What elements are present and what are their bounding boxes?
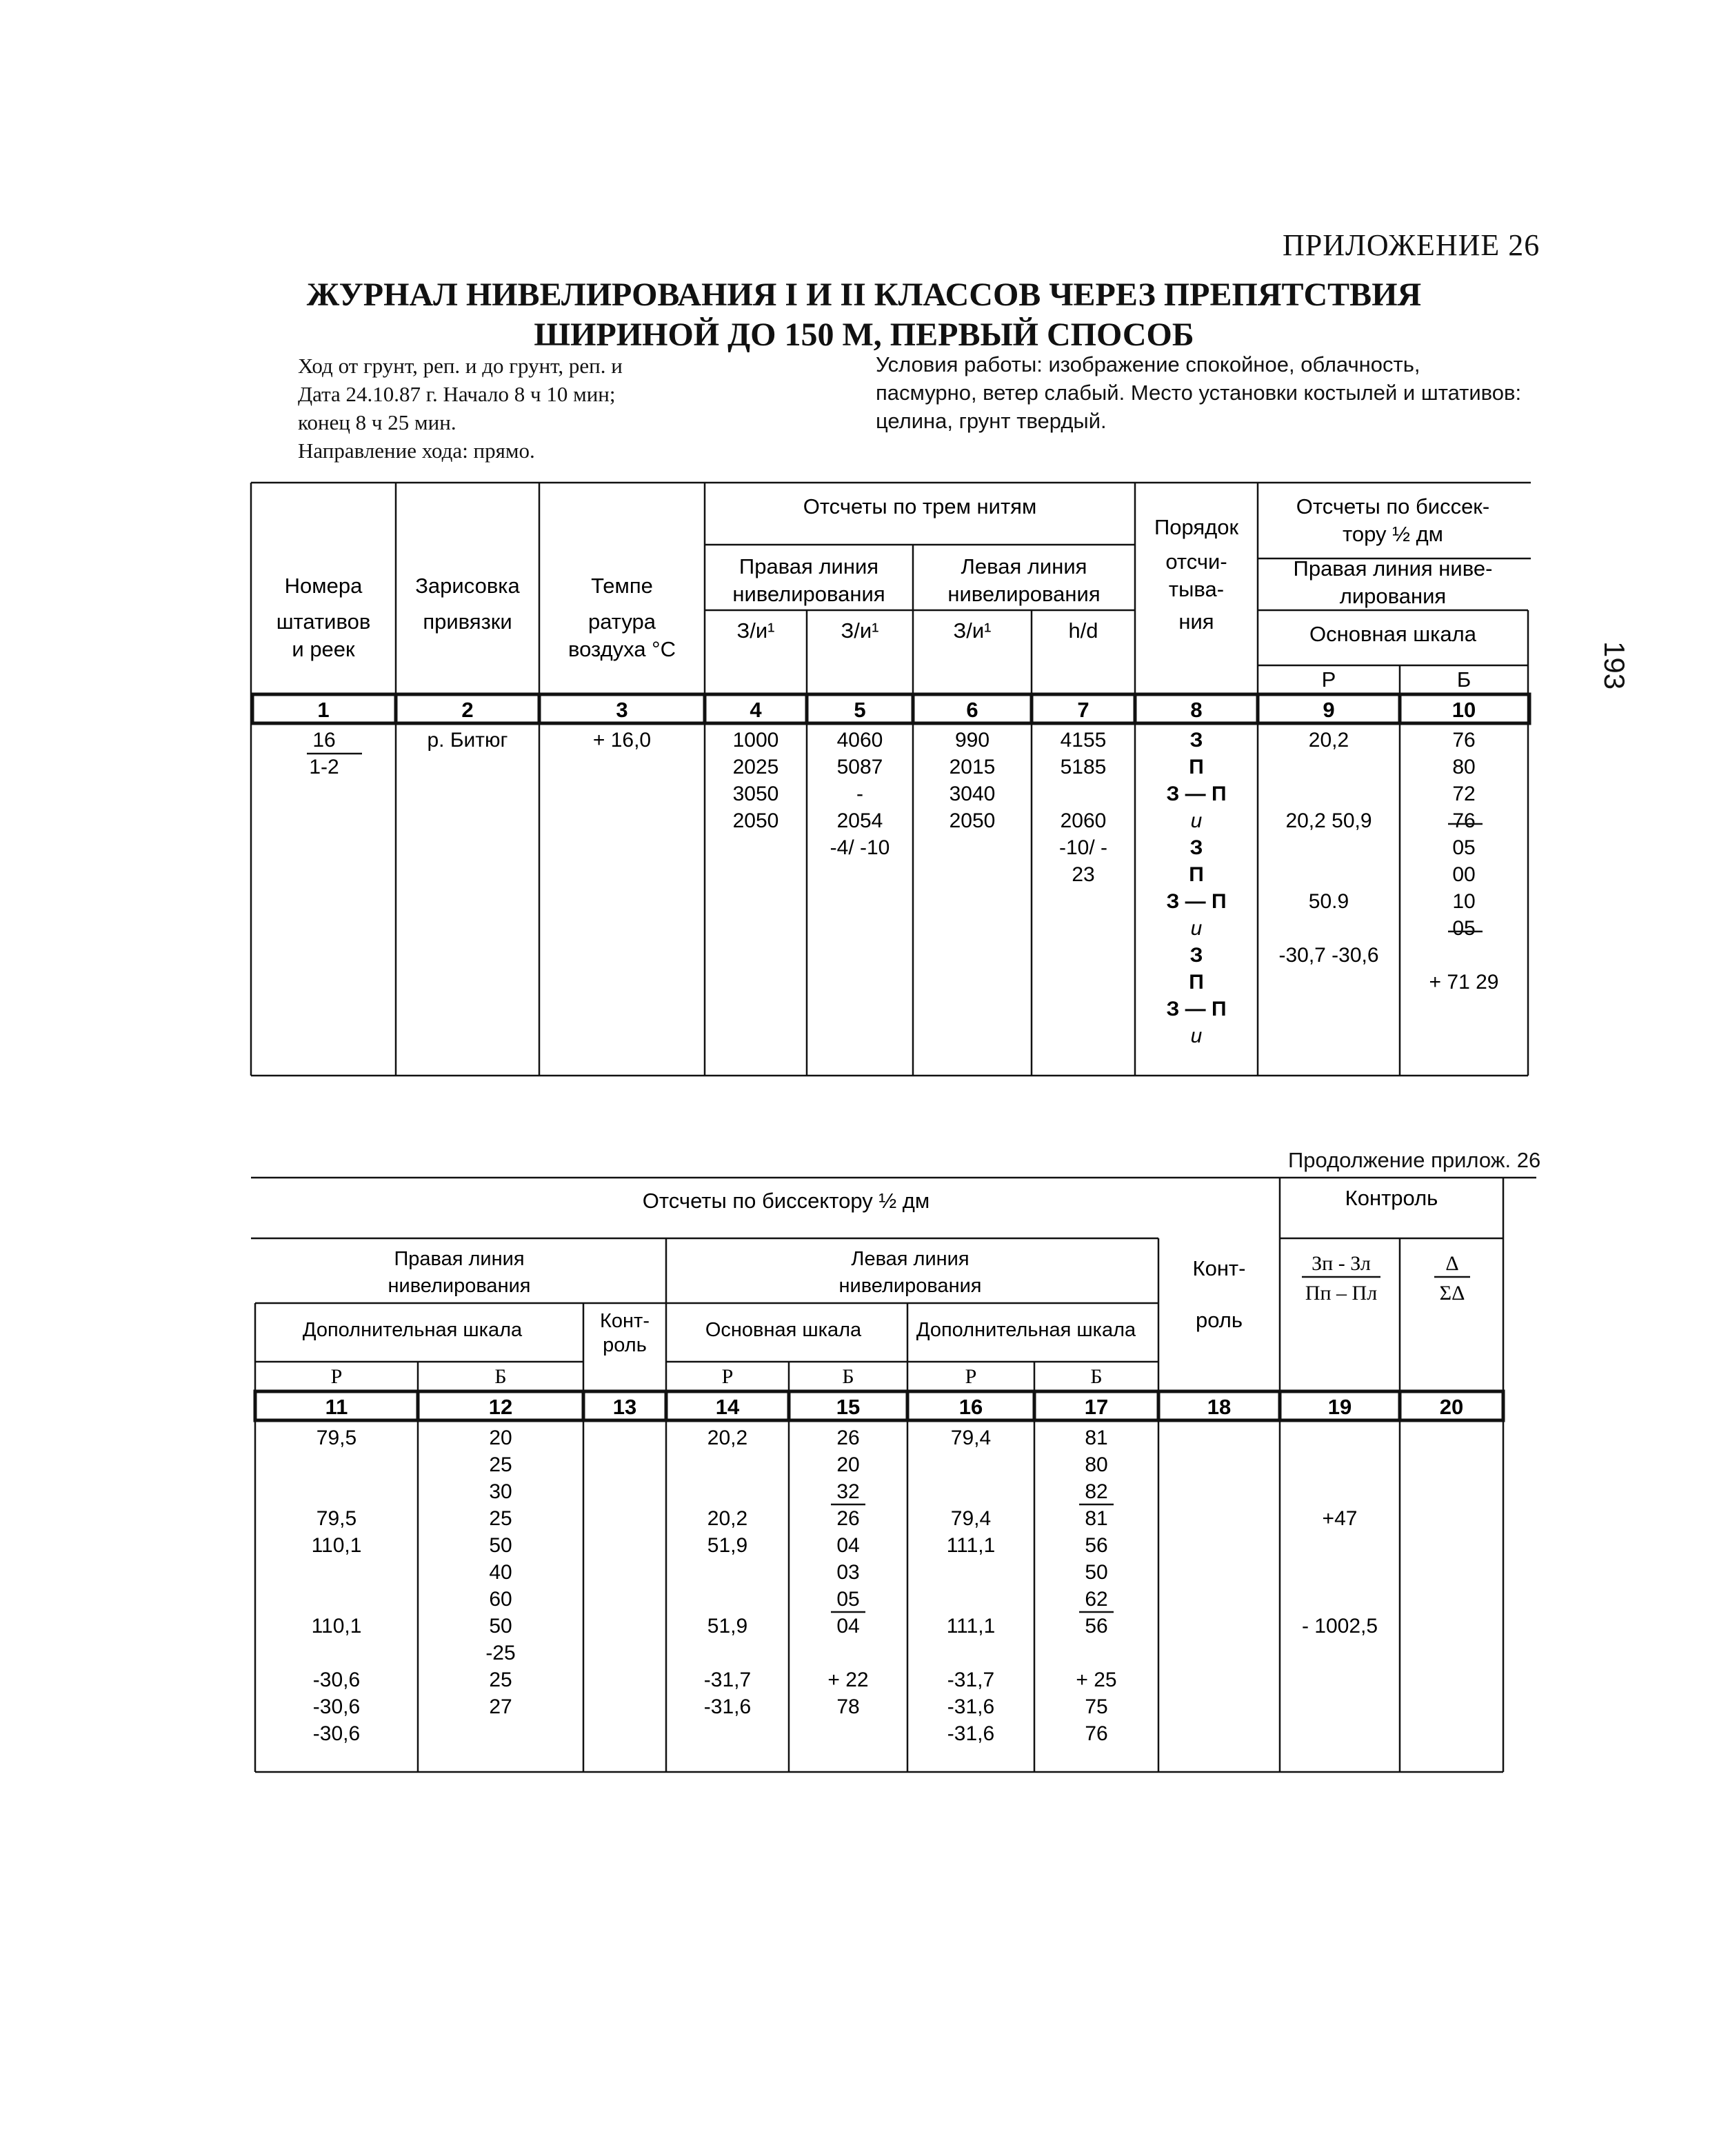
t2-cell-col12: 27	[489, 1695, 512, 1718]
t2-cell-col11: 79,5	[316, 1427, 357, 1449]
t2-cell-col12: 30	[489, 1480, 512, 1503]
t1-colnum: 6	[966, 698, 978, 722]
t2-header-b: Б	[494, 1365, 507, 1388]
t2-cell-col17: 81	[1085, 1507, 1108, 1530]
t1-header-main-scale: Основная шкала	[1309, 622, 1476, 646]
t1-cell-col10: 05	[1452, 917, 1476, 940]
work-conditions-line: целина, грунт твердый.	[876, 409, 1107, 433]
t1-header-order: тыва-	[1168, 577, 1225, 601]
t2-cell-col15: 05	[836, 1588, 860, 1611]
t1-cell-col4: 3050	[732, 783, 779, 805]
t1-temperature: + 16,0	[592, 729, 652, 752]
t2-colnum: 18	[1207, 1395, 1232, 1419]
t1-cell-order: З — П	[1166, 998, 1227, 1020]
route-info-line: Направление хода: прямо.	[298, 439, 535, 463]
t2-header-p: Р	[721, 1365, 734, 1388]
t1-header-col1: Номера	[284, 574, 363, 598]
t2-colnum: 20	[1439, 1395, 1464, 1419]
t2-cell-col16: 111,1	[946, 1615, 996, 1638]
work-conditions-line: пасмурно, ветер слабый. Место установки костылей и штативов:	[876, 381, 1522, 405]
t1-header-b: Б	[1456, 667, 1471, 692]
t2-header-b: Б	[842, 1365, 854, 1388]
t2-cell-col16: -31,6	[947, 1722, 995, 1745]
t2-header-p: Р	[330, 1365, 343, 1388]
t2-colnum: 11	[325, 1395, 348, 1419]
t1-cell-col10: 10	[1452, 890, 1476, 913]
t1-cell-col10: + 71 29	[1429, 971, 1499, 994]
t1-cell-col10: 80	[1452, 756, 1476, 778]
t1-cell-order: З	[1189, 729, 1203, 752]
t2-cell-col12: 60	[489, 1588, 512, 1611]
t1-cell-col9: 20,2	[1308, 729, 1349, 752]
work-conditions-line: Условия работы: изображение спокойное, облачность,	[876, 352, 1420, 376]
t1-cell-col7: 2060	[1060, 809, 1107, 832]
t1-cell-col7: -10/ -	[1058, 836, 1108, 859]
t1-cell-order: З — П	[1166, 890, 1227, 913]
t1-cell-col10: 00	[1452, 863, 1476, 886]
t1-colnum: 8	[1190, 698, 1203, 722]
t1-cell-col5: 5087	[836, 756, 883, 778]
t1-header-col2: привязки	[423, 609, 512, 634]
t2-header-main-scale: Основная шкала	[705, 1319, 862, 1341]
t1-cell-order: П	[1189, 756, 1204, 778]
t1-header-col1: штативов	[276, 609, 371, 634]
t1-colnum: 1	[317, 698, 330, 722]
t1-header-col3: Темпе	[591, 574, 653, 598]
t2-cell-col14: 51,9	[707, 1534, 748, 1557]
t2-cell-col11: -30,6	[312, 1722, 361, 1745]
t2-cell-col17: 80	[1085, 1453, 1108, 1476]
t1-colnum: 4	[750, 698, 762, 722]
t1-cell-col10: 76	[1452, 729, 1476, 752]
t1-header-sub7: h/d	[1068, 618, 1098, 643]
t2-cell-col12: -25	[485, 1642, 516, 1664]
t1-cell-order: П	[1189, 971, 1204, 994]
t1-cell-col10: 05	[1452, 836, 1476, 859]
t1-cell-col6: 2015	[949, 756, 996, 778]
t1-cell-col5: 2054	[836, 809, 883, 832]
t2-header-extra-scale: Дополнительная шкала	[302, 1319, 523, 1341]
t2-cell-col12: 50	[489, 1615, 512, 1638]
t1-header-sub4: З/и¹	[736, 618, 775, 643]
t2-cell-col16: 79,4	[950, 1507, 992, 1530]
t1-sketch: р. Битюг	[427, 729, 508, 752]
t1-header-col2: Зарисовка	[415, 574, 520, 598]
t2-header-b: Б	[1090, 1365, 1103, 1388]
t1-cell-col9: 20,2 50,9	[1285, 809, 1372, 832]
t1-cell-col7: 23	[1072, 863, 1095, 886]
t1-colnum: 2	[461, 698, 474, 722]
t1-cell-order: и	[1190, 917, 1203, 940]
t2-cell-col16: -31,7	[947, 1669, 995, 1691]
t1-colnum: 5	[854, 698, 866, 722]
t2-cell-col19: - 1002,5	[1301, 1615, 1378, 1638]
t2-cell-col15: 78	[836, 1695, 860, 1718]
t1-header-col1: и реек	[292, 637, 355, 661]
t2-cell-col17: 56	[1085, 1615, 1108, 1638]
continuation-note: Продолжение прилож. 26	[1288, 1148, 1541, 1172]
page-number: 193	[1598, 641, 1631, 690]
t1-cell-col4: 1000	[732, 729, 779, 752]
t2-cell-col14: 20,2	[707, 1507, 748, 1530]
t1-header-col3: ратура	[588, 609, 656, 634]
t2-colnum: 13	[612, 1395, 637, 1419]
t2-cell-col17: 82	[1085, 1480, 1108, 1503]
t1-header-sub5: З/и¹	[841, 618, 879, 643]
t1-header-left-line: нивелирования	[947, 582, 1101, 606]
t1-header-p: Р	[1321, 667, 1336, 692]
t1-station-bottom: 1-2	[309, 756, 339, 778]
t2-colnum: 15	[836, 1395, 861, 1419]
t1-header-sub6: З/и¹	[953, 618, 992, 643]
t1-header-col3: воздуха °С	[568, 637, 676, 661]
t2-cell-col16: 79,4	[950, 1427, 992, 1449]
t2-colnum: 17	[1084, 1395, 1109, 1419]
t1-colnum: 9	[1323, 698, 1335, 722]
t2-cell-col15: 03	[836, 1561, 860, 1584]
t2-cell-col11: 110,1	[311, 1615, 362, 1638]
t2-formula20-numerator: Δ	[1445, 1252, 1459, 1275]
t2-cell-col14: 51,9	[707, 1615, 748, 1638]
document-title-line1: ЖУРНАЛ НИВЕЛИРОВАНИЯ I И II КЛАССОВ ЧЕРЕЗ ПРЕПЯТСТВИЯ	[306, 276, 1422, 313]
t2-cell-col15: 04	[836, 1534, 860, 1557]
t2-cell-col12: 25	[489, 1669, 512, 1691]
t2-cell-col11: -30,6	[312, 1669, 361, 1691]
t2-formula19-denominator: Пп – Пл	[1305, 1282, 1378, 1304]
t1-header-order: отсчи-	[1165, 550, 1227, 574]
t1-cell-col9: 50.9	[1308, 890, 1349, 913]
t1-cell-col4: 2050	[732, 809, 779, 832]
t1-header-three-threads: Отсчеты по трем нитям	[803, 494, 1037, 518]
t2-cell-col17: + 25	[1076, 1669, 1117, 1691]
t2-cell-col17: 76	[1085, 1722, 1108, 1745]
t2-formula19-numerator: Зп - Зл	[1312, 1252, 1371, 1275]
t2-cell-col15: + 22	[827, 1669, 869, 1691]
t1-cell-col4: 2025	[732, 756, 779, 778]
t1-header-order: Порядок	[1154, 515, 1239, 539]
t2-cell-col14: -31,7	[703, 1669, 752, 1691]
route-info-line: Дата 24.10.87 г. Начало 8 ч 10 мин;	[298, 382, 616, 406]
t2-colnum: 14	[715, 1395, 740, 1419]
t2-colnum: 16	[958, 1395, 983, 1419]
t1-header-bisector: тору ½ дм	[1343, 522, 1443, 546]
t2-header-left-line: нивелирования	[838, 1275, 982, 1297]
document-title-line2: ШИРИНОЙ ДО 150 М, ПЕРВЫЙ СПОСОБ	[534, 316, 1194, 353]
t1-colnum: 3	[616, 698, 628, 722]
t1-cell-col6: 2050	[949, 809, 996, 832]
t2-header-kontrol-small: роль	[603, 1334, 647, 1356]
t2-colnum: 12	[488, 1395, 513, 1419]
t2-cell-col15: 26	[836, 1507, 860, 1530]
t1-header-right-line: нивелирования	[732, 582, 885, 606]
t2-header-extra-scale2: Дополнительная шкала	[916, 1319, 1136, 1341]
t1-columns	[733, 729, 1499, 1047]
t2-header-right-line: нивелирования	[388, 1275, 531, 1297]
t2-cell-col17: 81	[1085, 1427, 1108, 1449]
t1-header-right-line2: лирования	[1339, 584, 1447, 608]
t2-colnum: 19	[1327, 1395, 1352, 1419]
t1-header-order: ния	[1178, 609, 1214, 634]
t1-cell-col5: 4060	[836, 729, 883, 752]
t1-cell-order: и	[1190, 1025, 1203, 1047]
t1-header-bisector: Отсчеты по биссек-	[1296, 494, 1490, 518]
t2-cell-col19: +47	[1322, 1507, 1358, 1530]
t2-cell-col15: 04	[836, 1615, 860, 1638]
t2-cell-col12: 40	[489, 1561, 512, 1584]
route-info-line: конец 8 ч 25 мин.	[298, 410, 456, 434]
t1-cell-col6: 3040	[949, 783, 996, 805]
t1-cell-order: З	[1189, 836, 1203, 859]
t1-cell-order: П	[1189, 863, 1204, 886]
t1-cell-order: и	[1190, 809, 1203, 832]
t1-colnum: 10	[1451, 698, 1476, 722]
t2-cell-col12: 25	[489, 1453, 512, 1476]
t2-cell-col17: 62	[1085, 1588, 1108, 1611]
route-info-line: Ход от грунт, реп. и до грунт, реп. и	[298, 354, 623, 378]
t1-cell-col9: -30,7 -30,6	[1278, 944, 1379, 967]
t2-cell-col11: 110,1	[311, 1534, 362, 1557]
t1-cell-col5: -4/ -10	[830, 836, 890, 859]
t2-header-kontrol-small: Конт-	[600, 1310, 650, 1332]
t1-cell-col5: -	[856, 783, 863, 805]
t2-header-control: Контроль	[1345, 1186, 1438, 1210]
t1-header-right-line: Правая линия	[739, 554, 879, 578]
t2-cell-col11: 79,5	[316, 1507, 357, 1530]
t1-cell-col10: 72	[1452, 783, 1476, 805]
t2-cell-col12: 25	[489, 1507, 512, 1530]
t1-cell-order: З	[1189, 944, 1203, 967]
t2-header-kontrol: роль	[1195, 1308, 1243, 1332]
t2-header-kontrol: Конт-	[1192, 1256, 1246, 1280]
t2-cell-col15: 32	[836, 1480, 860, 1503]
t1-colnum: 7	[1077, 698, 1089, 722]
t2-cell-col16: -31,6	[947, 1695, 995, 1718]
appendix-label: ПРИЛОЖЕНИЕ 26	[1283, 228, 1540, 262]
t2-formula20-denominator: ΣΔ	[1439, 1282, 1465, 1304]
t2-cell-col14: 20,2	[707, 1427, 748, 1449]
t1-header-left-line: Левая линия	[961, 554, 1087, 578]
t1-cell-order: З — П	[1166, 783, 1227, 805]
t2-header-bisector: Отсчеты по биссектору ½ дм	[642, 1189, 930, 1213]
t2-cell-col17: 50	[1085, 1561, 1108, 1584]
t1-cell-col6: 990	[954, 729, 990, 752]
t1-header-right-line2: Правая линия ниве-	[1293, 556, 1493, 581]
t1-cell-col7: 4155	[1060, 729, 1107, 752]
t1-station-top: 16	[312, 729, 336, 752]
t2-header-p: Р	[965, 1365, 977, 1388]
t2-cell-col14: -31,6	[703, 1695, 752, 1718]
t1-cell-col10: 76	[1452, 809, 1476, 832]
t1-cell-col7: 5185	[1060, 756, 1107, 778]
t2-cell-col12: 20	[489, 1427, 512, 1449]
t2-cell-col12: 50	[489, 1534, 512, 1557]
t2-header-left-line: Левая линия	[851, 1248, 970, 1270]
t2-cell-col11: -30,6	[312, 1695, 361, 1718]
t2-cell-col15: 26	[836, 1427, 860, 1449]
t2-cell-col17: 56	[1085, 1534, 1108, 1557]
t2-cell-col16: 111,1	[946, 1534, 996, 1557]
t2-cell-col15: 20	[836, 1453, 860, 1476]
t2-cell-col17: 75	[1085, 1695, 1108, 1718]
t2-header-right-line: Правая линия	[394, 1248, 525, 1270]
